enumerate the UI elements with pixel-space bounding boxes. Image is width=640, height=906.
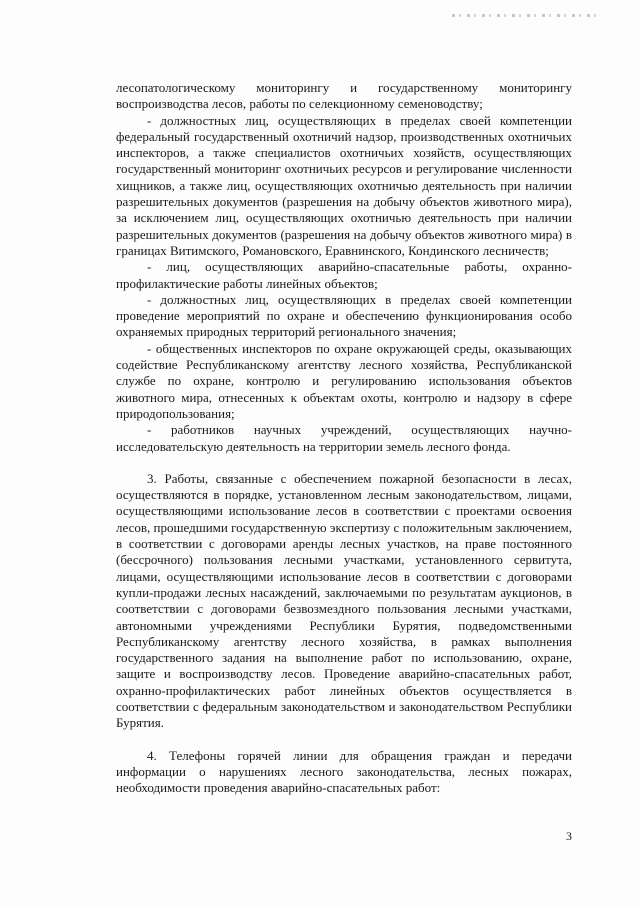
section-4-paragraph: 4. Телефоны горячей линии для обращения граждан и передачи информации о нарушениях лесного законодательства, лесных пожарах, необходимости проведения аварийно-спасательных работ: bbox=[116, 747, 572, 796]
list-item-rescue-workers: - лиц, осуществляющих аварийно-спасательные работы, охранно-профилактические работы линейных объектов; bbox=[116, 259, 572, 291]
list-item-hunting-officials: - должностных лиц, осуществляющих в пределах своей компетенции федеральный государственный охотничий надзор, производственных охотничьих инспекторов, а также специалистов охотничьих хозяйств, осуществляющих государственный мониторинг охотничьих ресурсов и регулирование численности хищников, а также лиц, осуществляющих охотничью деятельность при наличии разрешительных документов (разрешения на добычу объектов животного мира), за исключением лиц, осуществляющих охотничью деятельность при наличии разрешительных документов (разрешения на добычу объектов животного мира) в границах Витимского, Романовского, Еравнинского, Кондинского лесничеств; bbox=[116, 112, 572, 258]
paragraph-gap bbox=[116, 455, 572, 471]
page-number: 3 bbox=[566, 829, 572, 843]
section-3-paragraph: 3. Работы, связанные с обеспечением пожарной безопасности в лесах, осуществляются в порядке, установленном лесным законодательством, лицами, осуществляющими использование лесов в соответствии с проектами освоения лесов, прошедшими государственную экспертизу с положительным заключением, в соответствии с договорами аренды лесных участков, на праве постоянного (бессрочного) пользования лесными участками, установленного сервитута, лицами, осуществляющими использование лесов в соответствии с договорами купли-продажи лесных насаждений, заключаемыми по результатам аукционов, в соответствии с договорами безвозмездного пользования лесными участками, автономными учреждениями Республики Бурятия, подведомственными Республиканскому агентству лесного хозяйства, в рамках выполнения государственного задания на выполнение работ по использованию, охране, защите и воспроизводству лесов. Проведение аварийно-спасательных работ, охранно-профилактических работ линейных объектов осуществляется в соответствии с федеральным законодательством и законодательством Республики Бурятия. bbox=[116, 470, 572, 731]
paragraph-continuation: лесопатологическому мониторингу и государственному мониторингу воспроизводства лесов, работы по селекционному семеноводству; bbox=[116, 80, 572, 112]
document-body bbox=[116, 80, 572, 796]
list-item-public-inspectors: - общественных инспекторов по охране окружающей среды, оказывающих содействие Республиканскому агентству лесного хозяйства, Республиканской службе по охране, контролю и регулированию использования объектов животного мира, отнесенных к объектам охоты, контролю и надзору в сфере природопользования; bbox=[116, 340, 572, 421]
list-item-scientific-workers: - работников научных учреждений, осуществляющих научно-исследовательскую деятельность на территории земель лесного фонда. bbox=[116, 422, 572, 454]
list-item-protected-areas-officials: - должностных лиц, осуществляющих в пределах своей компетенции проведение мероприятий по охране и обеспечению функционирования особо охраняемых природных территорий регионального значения; bbox=[116, 291, 572, 340]
paragraph-gap bbox=[116, 732, 572, 748]
scan-artifact bbox=[452, 14, 602, 17]
